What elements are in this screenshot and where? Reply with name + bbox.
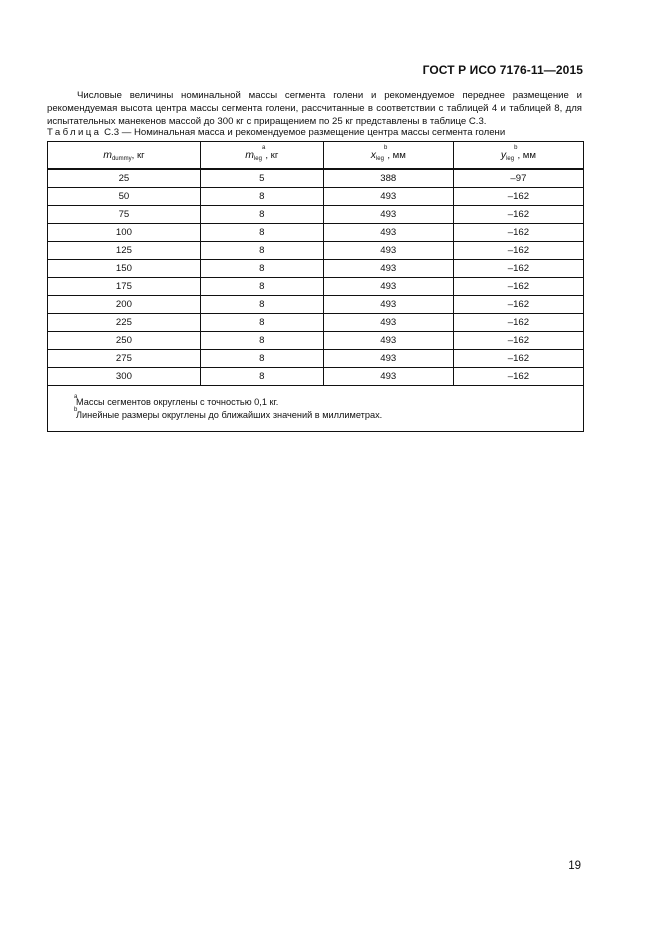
table-cell: 8 [200, 206, 323, 224]
footnote-mark: a [261, 144, 266, 151]
table-cell: 150 [48, 260, 201, 278]
col-header-leg-mass: $m_{leg}^a$, кг [200, 142, 323, 170]
table-cell: 200 [48, 296, 201, 314]
table-cell: 493 [323, 242, 453, 260]
table-cell: 493 [323, 188, 453, 206]
table-cell: 8 [200, 188, 323, 206]
table-row [48, 296, 584, 314]
document-header: ГОСТ Р ИСО 7176-11—2015 [422, 63, 583, 77]
table-cell: 388 [323, 169, 453, 188]
table-cell: –162 [453, 350, 583, 368]
table-cell: –162 [453, 368, 583, 386]
table-cell: 300 [48, 368, 201, 386]
table-cell: –162 [453, 278, 583, 296]
table-cell: –162 [453, 314, 583, 332]
intro-paragraph [47, 89, 582, 128]
table-cell: –162 [453, 332, 583, 350]
data-table [47, 141, 584, 432]
table-cell: 8 [200, 260, 323, 278]
table-cell: 275 [48, 350, 201, 368]
table-row [48, 368, 584, 386]
table-cell: 250 [48, 332, 201, 350]
table-row [48, 332, 584, 350]
table-cell: 225 [48, 314, 201, 332]
table-cell: 493 [323, 296, 453, 314]
table-cell: 8 [200, 368, 323, 386]
table-cell: 8 [200, 332, 323, 350]
table-cell: 100 [48, 224, 201, 242]
table-cell: 8 [200, 314, 323, 332]
table-cell: 8 [200, 350, 323, 368]
table-cell: –97 [453, 169, 583, 188]
intro-text: Числовые величины номинальной массы сегмента голени и рекомендуемое переднее размещение и рекомендуемая высота центра массы сегмента голени, рассчитанные в соответствии с таблицей 4 и таблицей 8, для испытательных манекенов массой до 300 кг с приращением по 25 кг представлены в таблице С.3. [47, 90, 582, 127]
caption-number: С.3 [104, 127, 120, 138]
col-header-dummy-mass: $m_{dummy}$, кг [48, 142, 201, 170]
table-row [48, 224, 584, 242]
footnote-mark: b [383, 144, 388, 151]
table-row [48, 350, 584, 368]
table-caption [47, 127, 607, 139]
footnote-mark: b [514, 144, 518, 151]
table-body [48, 169, 584, 386]
table-row [48, 242, 584, 260]
caption-text: — Номинальная масса и рекомендуемое размещение центра массы сегмента голени [121, 127, 506, 138]
table-notes-row [48, 386, 584, 432]
table-note [76, 396, 583, 409]
table-row [48, 169, 584, 188]
table-cell: 493 [323, 332, 453, 350]
table-cell: –162 [453, 188, 583, 206]
caption-label: Таблица [47, 127, 102, 138]
table-row [48, 188, 584, 206]
table-cell: 493 [323, 224, 453, 242]
table-cell: 493 [323, 368, 453, 386]
table-cell: 493 [323, 350, 453, 368]
table-note-text: Массы сегментов округлены с точностью 0,1 кг. [76, 397, 279, 407]
table-note [76, 409, 583, 422]
col-header-leg-x: $x_{leg}^b$, мм [323, 142, 453, 170]
col-header-leg-y: $y_{leg}^b$, мм [453, 142, 583, 170]
table-cell: 25 [48, 169, 201, 188]
table-cell: 8 [200, 278, 323, 296]
table-cell: 493 [323, 314, 453, 332]
table-row [48, 260, 584, 278]
table-cell: 493 [323, 206, 453, 224]
page-number: 19 [568, 860, 581, 872]
table-cell: 75 [48, 206, 201, 224]
table-cell: 5 [200, 169, 323, 188]
table-row [48, 314, 584, 332]
table-cell: –162 [453, 224, 583, 242]
table-cell: 175 [48, 278, 201, 296]
table-cell: –162 [453, 260, 583, 278]
table-cell: –162 [453, 242, 583, 260]
table-cell: –162 [453, 296, 583, 314]
table-cell: 8 [200, 242, 323, 260]
table-cell: 8 [200, 224, 323, 242]
footnote-mark: b [74, 407, 78, 413]
table-cell: 8 [200, 296, 323, 314]
table-cell: 493 [323, 260, 453, 278]
table-cell: –162 [453, 206, 583, 224]
table-note-text: Линейные размеры округлены до ближайших значений в миллиметрах. [76, 410, 383, 420]
table-notes [48, 386, 584, 432]
table-header-row [48, 142, 584, 170]
table-cell: 125 [48, 242, 201, 260]
table-row [48, 206, 584, 224]
table-cell: 50 [48, 188, 201, 206]
footnote-mark: a [74, 394, 78, 400]
table-cell: 493 [323, 278, 453, 296]
table-row [48, 278, 584, 296]
